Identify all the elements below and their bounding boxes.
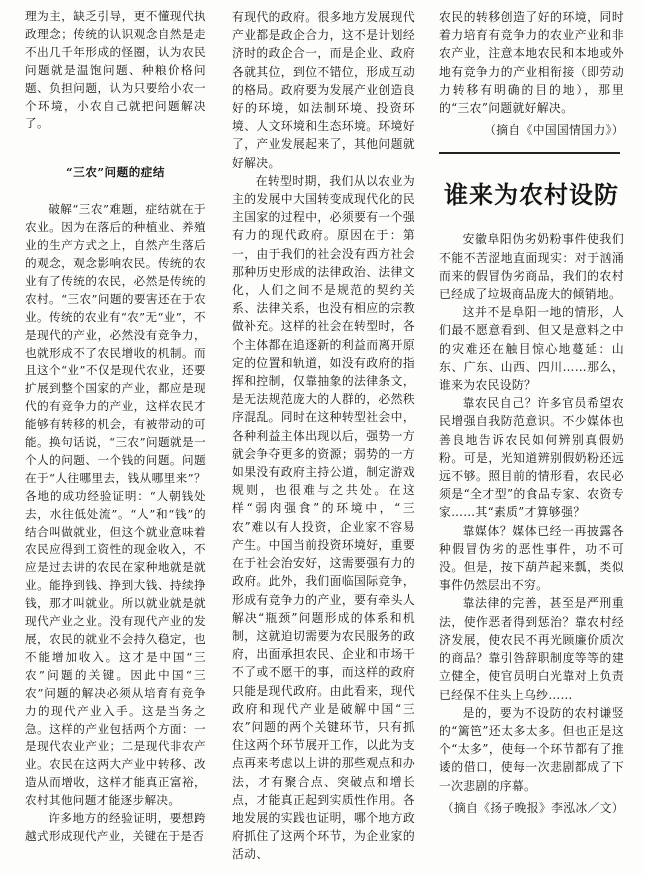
paragraph: 靠媒体？媒体已经一再披露各种假冒伪劣的恶性事件，功不可没。但是，按下葫芦起来瓢，类似事件仍然层出不穷。 bbox=[439, 523, 624, 593]
paragraph: 这并不是阜阳一地的情形，人们最不愿意看到、但又是意料之中的灾难还在触目惊心地蔓延：山东、广东、山西、四川……那么，谁来为农民设防？ bbox=[439, 305, 624, 393]
paragraph: 理为主，缺乏引导，更不懂现代执政理念；传统的认识观念自然是走不出几千年形成的怪圈，认为农民问题就是温饱问题、种粮价格问题、负担问题，认为只要给小农一个环境，小农自己就把问题解决了。 bbox=[25, 9, 206, 131]
paragraph: 农民的转移创造了好的环境，同时着力培育有竞争力的农业产业和非农产业，注意本地农民和本地或外地有竞争力的产业相衔接（即劳动力转移有明确的目的地），那里的“三农”问题就好解决。 bbox=[439, 10, 624, 116]
paragraph: 安徽阜阳伪劣奶粉事件使我们不能不苦涩地直面现实：对于汹涌而来的假冒伪劣商品，我们的农村已经成了垃圾商品庞大的倾销地。 bbox=[439, 232, 624, 302]
column-1 bbox=[25, 8, 206, 846]
source-citation: （摘自《扬子晚报》李泓冰／文） bbox=[441, 800, 624, 815]
article-title: 谁来为农村设防 bbox=[444, 181, 619, 210]
paragraph: 在转型时期，我们从以农业为主的发展中大国转变成现代化的民主国家的过程中，必须要有一个强有力的现代政府。原因在于：第一，由于我们的社会没有西方社会那种历史形成的法律政治、法律文化，人们之间不是规范的契约关系、法律关系，也没有相应的宗教做补充。这样的社会在转型时，各个主体都在追逐新的利益而离开原定的位置和轨道，如没有政府的指挥和控制，仅靠抽象的法律条文，是无法规范庞大的人群的，必然秩序混乱。同时在这种转型社会中，各种利益主体出现以后，强势一方就会争夺更多的资源；弱势的一方如果没有政府主持公道，制定游戏规则，也很难与之共处。在这样“弱肉强食”的环境中，“三农”难以有人投资，企业家不容易产生。中国当前投资环境好，重要在于社会治安好，这需要强有力的政府。此外，我们面临国际竞争，形成有竞争力的产业，要有牵头人解决“瓶颈”问题形成的体系和机制，这就迫切需要为农民服务的政府，出面承担农民、企业和市场干不了或不愿干的事，而这样的政府只能是现代政府。由此看来，现代政府和现代产业是破解中国“三农”问题的两个关键环节，只有抓住这两个环节展开工作，以此为支点再来考虑以上讲的那些观点和办法，才有聚合点、突破点和增长点，才能真正起到实质性作用。各地发展的实践也证明，哪个地方政府抓住了这两个环节，为企业家的活动、 bbox=[232, 173, 415, 862]
section-heading: “三农”问题的症结 bbox=[66, 165, 165, 180]
section-divider bbox=[439, 152, 620, 154]
paragraph: 靠法律的完善，甚至是严刑重法，使作恶者得到惩治？靠农村经济发展，使农民不再光顾廉价质次的商品？靠引咎辞职制度等等的建立健全，使官员明白光靠对上负责已经保不住头上乌纱…… bbox=[439, 596, 624, 702]
source-citation: （摘自《中国国情国力》） bbox=[484, 123, 624, 138]
paragraph: 破解“三农”难题，症结就在于农业。因为在落后的种植业、养殖业的生产方式之上，自然产生落后的观念，观念影响农民。传统的农业有了传统的农民，必然是传统的农村。“三农”问题的要害还在于农业。传统的农业有“农”无“业”，不是现代的产业，必然没有竞争力，也就形成不了农民增收的机制。而且这个“业”不仅是现代农业，还要扩展到整个国家的产业，都应是现代的有竞争力的产业，这样农民才能够有转移的机会，有被带动的可能。换句话说，“三农”问题就是一个人的问题、一个钱的问题。问题在于“人往哪里去，钱从哪里来”？各地的成功经验证明：“人朝钱处去，水往低处流”。“人”和“钱”的结合叫做就业，但这个就业意味着农民应得到工资性的现金收入，不应是过去讲的农民在家种地就是就业。能挣到钱、挣到大钱、持续挣钱，那才叫就业。所以就业就是就现代产业之业。没有现代产业的发展，农民的就业不会持久稳定，也不能增加收入。这才是中国“三农”问题的关键。因此中国“三农”问题的解决必须从培育有竞争力的现代产业入手。这是当务之急。这样的产业包括两个方面：一是现代农业产业；二是现代非农产业。农民在这两大产业中转移、改造从而增收，这样才能真正富裕，农村其他问题才能逐步解决。 bbox=[25, 202, 206, 808]
paragraph: 是的，要为不设防的农村谦竖的“篱笆”还太多太多。但也正是这个“太多”，使每一个环节都有了推诿的借口，使每一次悲剧都成了下一次悲剧的序幕。 bbox=[439, 705, 624, 793]
column-3 bbox=[439, 8, 624, 817]
paragraph: 有现代的政府。很多地方发展现代产业都是政企合力，这不是计划经济时的政企合一，而是企业、政府各就其位，到位不错位，形成互动的格局。政府要为发展产业创造良好的环境，如法制环境、投资环境、人文环境和生态环境。环境好了，产业发展起来了，其他问题就好解决。 bbox=[232, 10, 415, 170]
paragraph: 靠农民自己？许多官员希望农民增强自我防范意识。不少媒体也善良地告诉农民如何辨别真假奶粉。可是，光知道辨别假奶粉还远远不够。照目前的情形看，农民必须是“全才型”的食品专家、农资专家……其“素质”才算够强？ bbox=[439, 396, 624, 520]
paragraph: 许多地方的经验证明，要想跨越式形成现代产业，关键在于是否 bbox=[25, 811, 206, 843]
column-2 bbox=[232, 8, 415, 864]
